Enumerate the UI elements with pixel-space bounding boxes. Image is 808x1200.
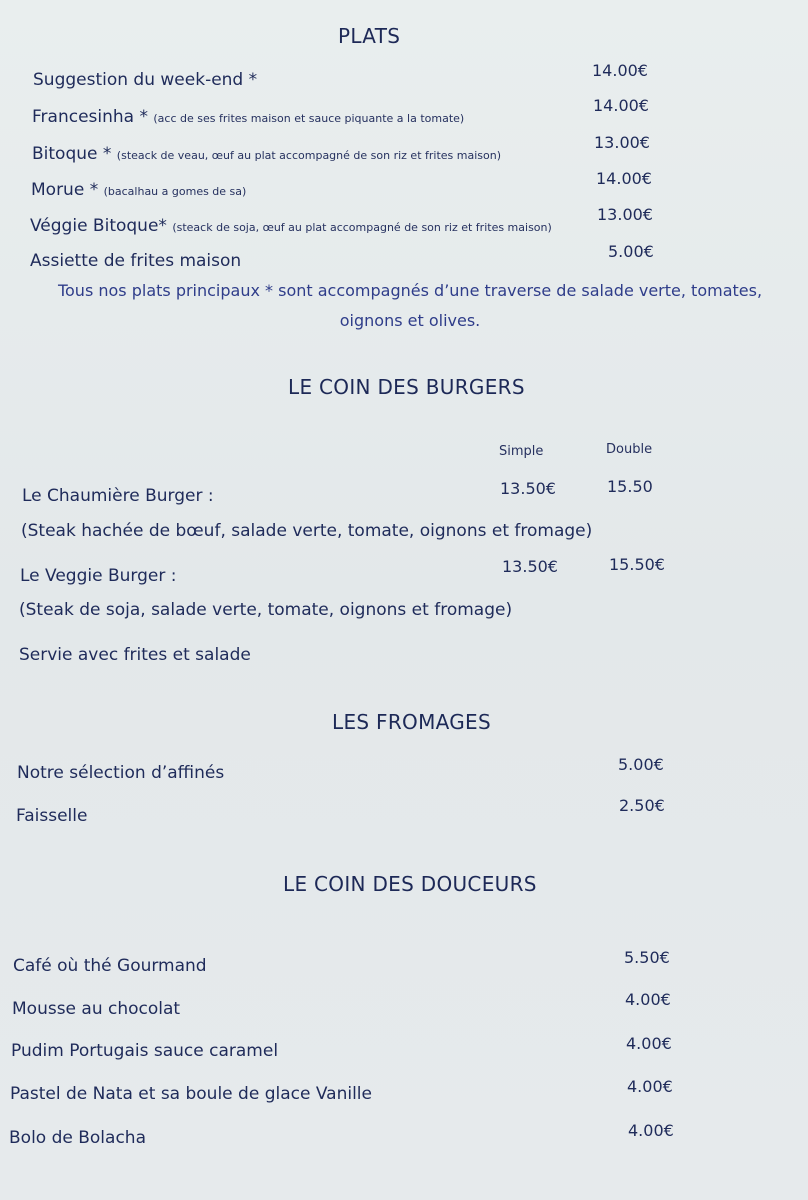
burger-served-note: Servie avec frites et salade	[19, 645, 251, 665]
menu-item-price: 14.00€	[593, 96, 649, 115]
section-title-fromages: LES FROMAGES	[332, 710, 491, 734]
menu-item-name: Bolo de Bolacha	[9, 1128, 146, 1148]
plats-footnote	[40, 276, 780, 336]
menu-item-name: Assiette de frites maison	[30, 251, 242, 271]
menu-item-price: 14.00€	[592, 61, 648, 80]
menu-item-name: Faisselle	[16, 806, 88, 826]
menu-item-label: Bitoque *	[32, 144, 112, 164]
menu-item-price: 2.50€	[619, 796, 665, 815]
menu-item-name: Pudim Portugais sauce caramel	[11, 1041, 279, 1061]
menu-item-name	[32, 144, 501, 164]
menu-item-note: (steack de soja, œuf au plat accompagné de son riz et frites maison)	[172, 221, 552, 234]
menu-item-name	[31, 180, 246, 200]
menu-item-name: Mousse au chocolat	[12, 999, 181, 1019]
menu-item-price: 14.00€	[596, 169, 652, 188]
menu-item-price: 4.00€	[625, 990, 671, 1009]
burger-price-double: 15.50	[607, 477, 653, 496]
burger-description: (Steak de soja, salade verte, tomate, oignons et fromage)	[19, 600, 513, 620]
menu-item-label: Morue *	[31, 180, 99, 200]
menu-item-note: (acc de ses frites maison et sauce piquante a la tomate)	[153, 112, 465, 125]
menu-item-name: Suggestion du week-end *	[33, 70, 258, 90]
column-header-simple: Simple	[499, 444, 544, 459]
section-title-burgers: LE COIN DES BURGERS	[288, 375, 525, 399]
menu-item-price: 5.00€	[608, 242, 654, 261]
burger-price-simple: 13.50€	[500, 479, 556, 498]
menu-item-price: 4.00€	[628, 1121, 674, 1140]
menu-item-price: 5.50€	[624, 948, 670, 967]
burger-name: Le Chaumière Burger :	[22, 486, 214, 506]
footnote-line: Tous nos plats principaux * sont accompagnés d’une traverse de salade verte, tomates,	[57, 281, 763, 300]
burger-name: Le Veggie Burger :	[20, 566, 177, 586]
menu-item-price: 4.00€	[626, 1034, 672, 1053]
section-title-douceurs: LE COIN DES DOUCEURS	[283, 872, 537, 896]
menu-item-note: (bacalhau a gomes de sa)	[103, 185, 247, 198]
menu-item-price: 5.00€	[618, 755, 664, 774]
menu-item-name: Café où thé Gourmand	[13, 956, 207, 976]
menu-item-price: 4.00€	[627, 1077, 673, 1096]
menu-item-price: 13.00€	[594, 133, 650, 152]
menu-item-name	[32, 107, 464, 127]
section-title-plats: PLATS	[338, 24, 401, 48]
menu-item-name: Pastel de Nata et sa boule de glace Vanille	[10, 1084, 372, 1104]
burger-price-double: 15.50€	[609, 555, 665, 574]
menu-item-name: Notre sélection d’affinés	[17, 763, 225, 783]
menu-item-name	[30, 216, 552, 236]
burger-description: (Steak hachée de bœuf, salade verte, tomate, oignons et fromage)	[21, 521, 593, 541]
menu-item-label: Véggie Bitoque*	[30, 216, 167, 236]
menu-item-label: Francesinha *	[32, 107, 148, 127]
column-header-double: Double	[606, 442, 653, 457]
menu-item-note: (steack de veau, œuf au plat accompagné de son riz et frites maison)	[116, 149, 501, 162]
burger-price-simple: 13.50€	[502, 557, 558, 576]
footnote-line: oignons et olives.	[339, 311, 481, 330]
menu-item-price: 13.00€	[597, 205, 653, 224]
